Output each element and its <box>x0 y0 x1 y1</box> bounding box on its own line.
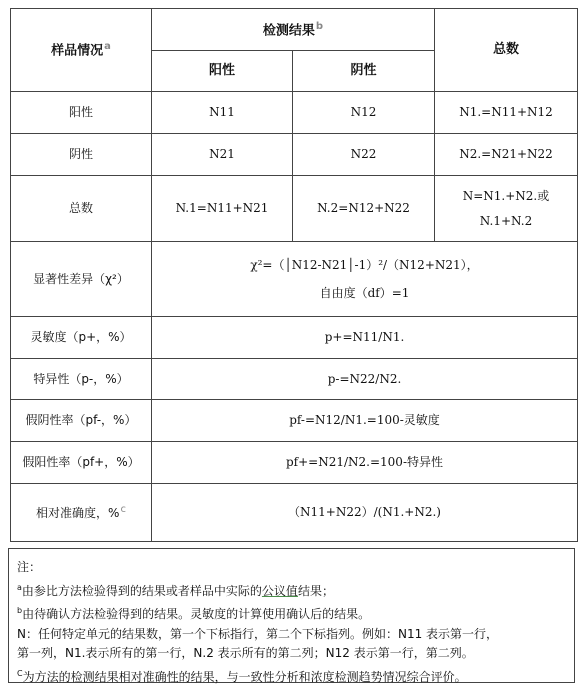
cell-value: N11 <box>152 92 293 134</box>
cell-value: N1.=N11+N12 <box>435 92 578 134</box>
total-formula-line2: N.1+N.2 <box>479 214 533 228</box>
table-row <box>11 176 578 242</box>
table-row <box>11 92 578 134</box>
negative-column-header: 阴性 <box>293 51 435 92</box>
table-row <box>11 442 578 484</box>
cell-value: N.2=N12+N22 <box>293 176 435 242</box>
table-row <box>11 134 578 176</box>
validation-results-table <box>10 8 578 542</box>
footnotes-box <box>8 548 575 683</box>
metric-formula: p-=N22/N2. <box>152 359 578 400</box>
row-label: 特异性（p-，%） <box>11 359 152 400</box>
notes-title: 注： <box>17 560 42 574</box>
row-label: 阳性 <box>11 92 152 134</box>
note-c: $^C$为方法的检测结果相对准确性的结果，与一致性分析和浓度检测趋势情况综合评价。 <box>17 668 467 684</box>
row-label: 假阳性率（pf+，%） <box>11 442 152 484</box>
cell-value: N22 <box>293 134 435 176</box>
test-result-header: 检测结果$^b$ <box>152 9 435 51</box>
positive-column-header: 阳性 <box>152 51 293 92</box>
table-row <box>11 484 578 542</box>
note-n-line1: N：任何特定单元的结果数，第一个下标指行，第二个下标指列。例如：N11 表示第一行， <box>17 626 499 641</box>
table-row <box>11 400 578 442</box>
significance-label: 显著性差异（χ²） <box>11 242 152 317</box>
total-formula-line1: N=N1.+N2.或 <box>462 188 550 203</box>
row-label: 假阴性率（pf-，%） <box>11 400 152 442</box>
metric-formula: pf+=N21/N2.=100-特异性 <box>152 442 578 484</box>
cell-value: N.1=N11+N21 <box>152 176 293 242</box>
metric-formula: pf-=N12/N1.=100-灵敏度 <box>152 400 578 442</box>
row-label: 阴性 <box>11 134 152 176</box>
table-row <box>11 242 578 317</box>
metric-formula: （N11+N22）/(N1.+N2.) <box>152 484 578 542</box>
cell-value: N2.=N21+N22 <box>435 134 578 176</box>
cell-value <box>435 176 578 242</box>
table-row <box>11 359 578 400</box>
chi-square-formula: χ²=（│N12-N21│-1）²/（N12+N21）， <box>250 257 479 272</box>
table-row <box>11 317 578 359</box>
row-label: 总数 <box>11 176 152 242</box>
note-n-line2: 第一列，N1.表示所有的第一行，N.2 表示所有的第二列；N12 表示第一行，第二列。 <box>17 646 474 660</box>
chi-square-formula-cell <box>152 242 578 317</box>
note-b: $^b$由待确认方法检验得到的结果。灵敏度的计算使用确认后的结果。 <box>17 606 371 621</box>
metric-formula: p+=N11/N1. <box>152 317 578 359</box>
cell-value: N21 <box>152 134 293 176</box>
sample-status-header: 样品情况$^a$ <box>11 9 152 92</box>
note-a: $^a$由参比方法检验得到的结果或者样品中实际的公议值结果； <box>17 582 334 598</box>
row-label: 灵敏度（p+，%） <box>11 317 152 359</box>
row-label: 相对准确度，%$^c$ <box>11 484 152 542</box>
cell-value: N12 <box>293 92 435 134</box>
total-header: 总数 <box>435 9 578 92</box>
degrees-of-freedom: 自由度（df）=1 <box>319 286 410 300</box>
